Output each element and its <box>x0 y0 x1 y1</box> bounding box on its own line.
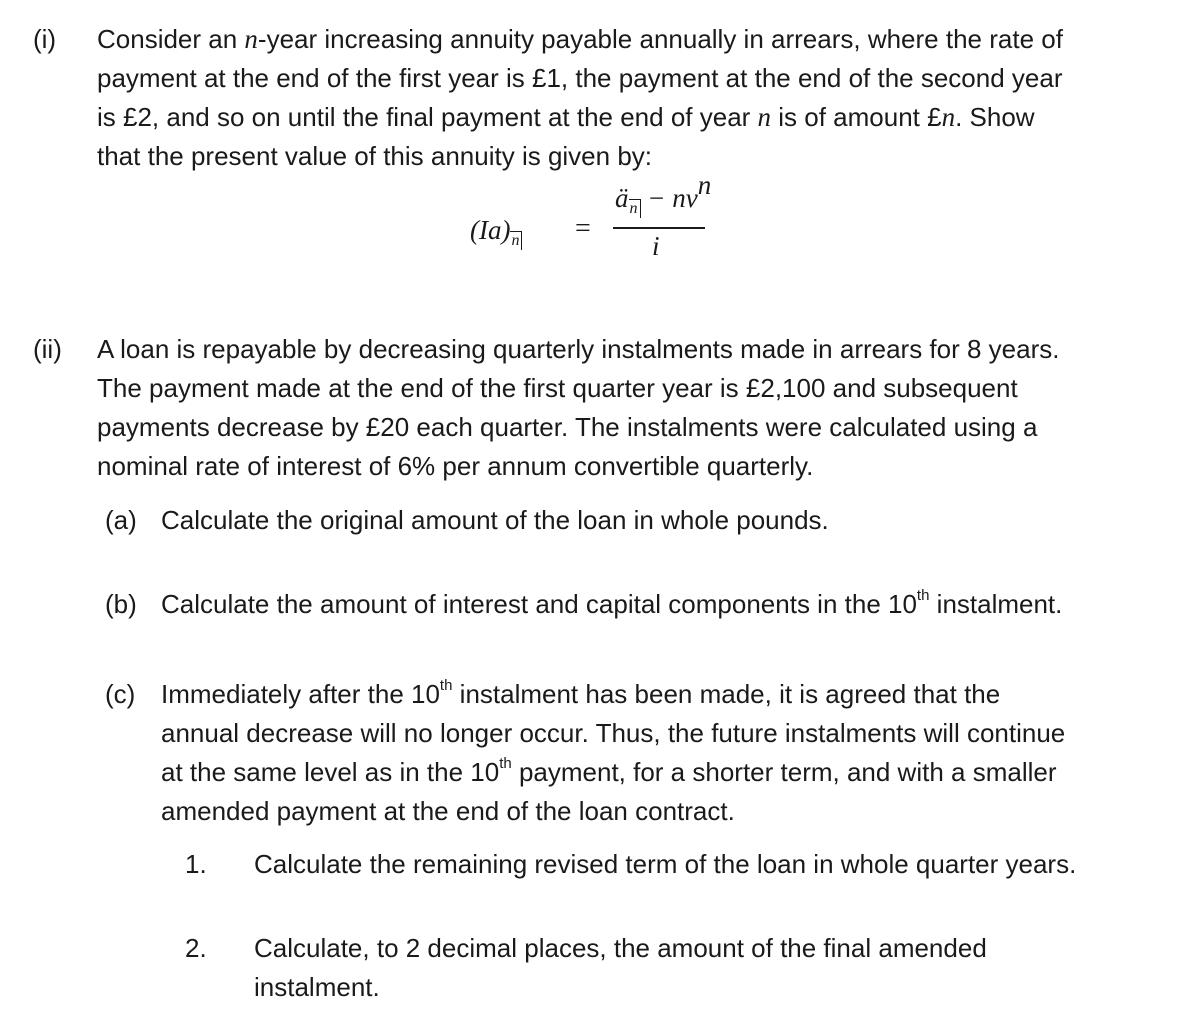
subpart-c-label: (c) <box>105 679 136 709</box>
item-1-number: 1. <box>185 849 207 879</box>
formula-lhs: (Ia)n <box>470 215 522 246</box>
part-i-line-3: is £2, and so on until the final payment at the end of year n is of amount £n. Show <box>97 102 1035 132</box>
subpart-b-text: Calculate the amount of interest and capital components in the 10th instalment. <box>161 587 1063 619</box>
formula-equals: = <box>575 213 591 244</box>
part-ii-label: (ii) <box>33 334 62 364</box>
item-2-text <box>254 929 1154 1007</box>
subpart-a-label: (a) <box>105 505 137 535</box>
part-ii-line-2: The payment made at the end of the first quarter year is £2,100 and subsequent <box>97 373 1018 403</box>
part-i-line-1: Consider an n-year increasing annuity payable annually in arrears, where the rate of <box>97 24 1063 54</box>
part-i-line-2: payment at the end of the first year is £1, the payment at the end of the second year <box>97 63 1063 93</box>
item-2-line-2: instalment. <box>254 972 380 1002</box>
item-2-number: 2. <box>185 933 207 963</box>
formula-numerator: än − $nv^n$ <box>615 170 712 217</box>
part-i-label: (i) <box>33 24 57 54</box>
subpart-b-label: (b) <box>105 589 137 619</box>
part-ii-line-3: payments decrease by £20 each quarter. The instalments were calculated using a <box>97 412 1038 442</box>
part-ii-line-4: nominal rate of interest of 6% per annum convertible quarterly. <box>97 451 814 481</box>
formula-denominator: i <box>652 231 660 261</box>
item-1-text: Calculate the remaining revised term of the loan in whole quarter years. <box>254 849 1077 879</box>
annuity-formula <box>450 170 750 273</box>
subpart-c-line-2: annual decrease will no longer occur. Thus, the future instalments will continue <box>161 718 1066 748</box>
subpart-c-text <box>161 675 1191 831</box>
part-ii-line-1: A loan is repayable by decreasing quarterly instalments made in arrears for 8 years. <box>97 334 1060 364</box>
item-2-line-1: Calculate, to 2 decimal places, the amount of the final amended <box>254 933 987 963</box>
subpart-c-line-1: Immediately after the 10th instalment has been made, it is agreed that the <box>161 677 1001 709</box>
subpart-c-line-4: amended payment at the end of the loan contract. <box>161 796 735 826</box>
subpart-a-text: Calculate the original amount of the loan in whole pounds. <box>161 505 829 535</box>
subpart-c-line-3: at the same level as in the 10th payment, for a shorter term, and with a smaller <box>161 755 1057 787</box>
fraction-bar <box>613 227 705 229</box>
part-i-text <box>97 20 1187 176</box>
part-i-line-4: that the present value of this annuity is given by: <box>97 141 653 171</box>
part-ii-text <box>97 330 1187 486</box>
